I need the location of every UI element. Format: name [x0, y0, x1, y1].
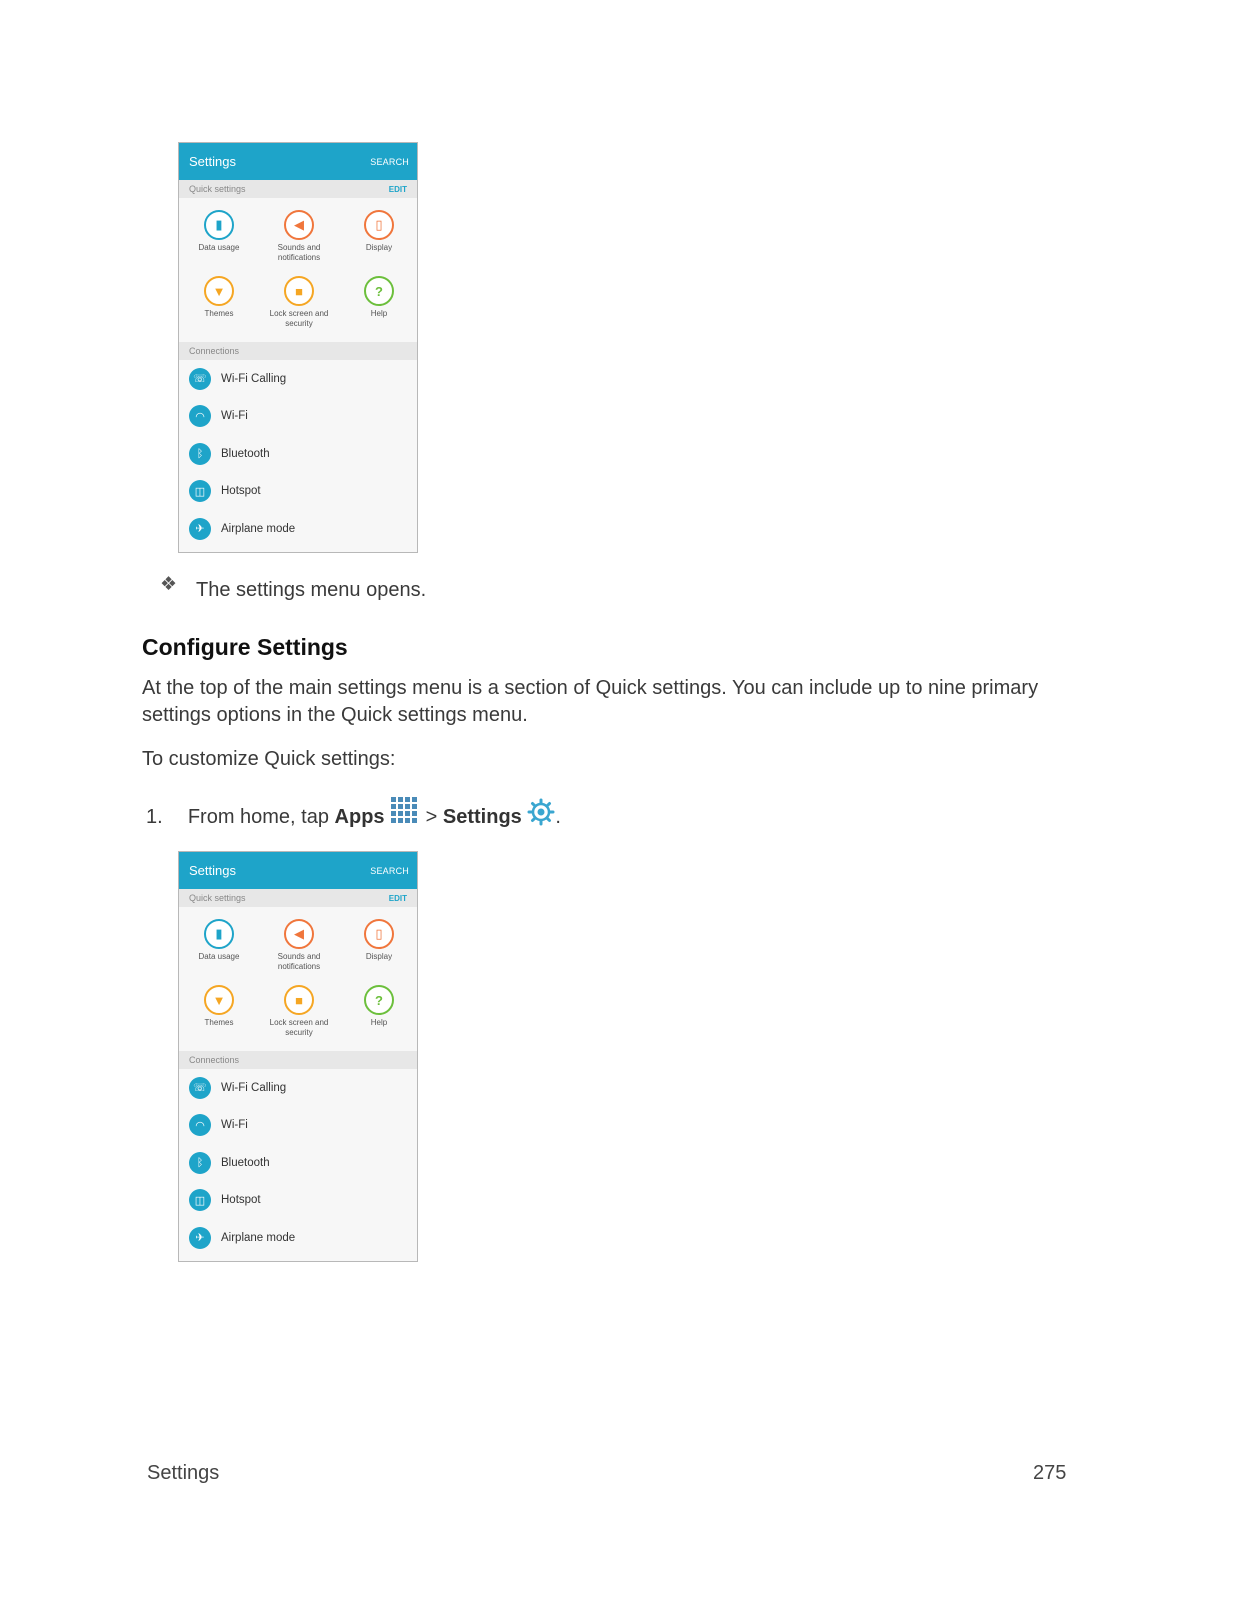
- bluetooth-icon: ᛒ: [189, 1152, 211, 1174]
- app-bar: [179, 143, 417, 180]
- connection-item-label: Hotspot: [221, 485, 261, 498]
- page-number: 275: [1033, 1462, 1067, 1484]
- help-icon: ?: [364, 985, 394, 1015]
- connection-item-hotspot[interactable]: [179, 473, 417, 511]
- connection-item-label: Bluetooth: [221, 1156, 270, 1169]
- quick-tile-label: Display: [365, 243, 393, 252]
- wifi-calling-icon: ☏: [189, 368, 211, 390]
- edit-button[interactable]: EDIT: [388, 893, 407, 903]
- themes-icon: ▼: [204, 985, 234, 1015]
- quick-tile-label: Themes: [204, 309, 234, 318]
- connections-header: [179, 1051, 417, 1069]
- app-bar: [179, 852, 417, 889]
- wifi-icon: ◠: [189, 405, 211, 427]
- quick-settings-grid: [179, 198, 417, 342]
- connection-item-wi-fi-calling[interactable]: [179, 360, 417, 398]
- speaker-icon: ◀: [284, 210, 314, 240]
- hotspot-icon: ◫: [189, 480, 211, 502]
- data-usage-icon: ▮: [204, 210, 234, 240]
- airplane-icon: ✈: [189, 518, 211, 540]
- step-text-suffix: .: [555, 806, 561, 828]
- quick-tile-help[interactable]: [339, 276, 418, 342]
- connections-label: Connections: [189, 346, 240, 356]
- quick-tile-label: Themes: [204, 1018, 234, 1027]
- quick-tile-data-usage[interactable]: [179, 919, 259, 985]
- connection-item-label: Bluetooth: [221, 447, 270, 460]
- settings-screenshot-1: [178, 142, 418, 553]
- footer-section-title: Settings: [147, 1462, 220, 1484]
- settings-gear-icon: [527, 798, 555, 834]
- connections-header: [179, 342, 417, 360]
- connection-item-label: Wi-Fi: [221, 410, 248, 423]
- speaker-icon: ◀: [284, 919, 314, 949]
- lock-icon: ■: [284, 985, 314, 1015]
- step-text-prefix: From home, tap: [187, 806, 335, 828]
- instruction-paragraph: To customize Quick settings:: [142, 748, 396, 770]
- quick-tile-label: Data usage: [198, 243, 240, 252]
- connection-item-label: Wi-Fi Calling: [221, 1081, 287, 1094]
- apps-grid-icon: [390, 796, 420, 834]
- quick-tile-label: Help: [370, 309, 388, 318]
- wifi-calling-icon: ☏: [189, 1077, 211, 1099]
- quick-tile-label: Help: [370, 1018, 388, 1027]
- connection-item-wi-fi-calling[interactable]: [179, 1069, 417, 1107]
- search-button[interactable]: SEARCH: [370, 156, 409, 167]
- quick-tile-display[interactable]: [339, 210, 418, 276]
- connection-item-label: Airplane mode: [221, 522, 296, 535]
- quick-tile-label: Sounds and notifications: [277, 952, 321, 971]
- lock-icon: ■: [284, 276, 314, 306]
- display-icon: ▯: [364, 210, 394, 240]
- quick-tile-sounds-and-notifications[interactable]: [259, 919, 339, 985]
- app-bar-title: Settings: [189, 154, 236, 169]
- quick-settings-header: [179, 889, 417, 907]
- connection-item-airplane-mode[interactable]: [179, 510, 417, 548]
- result-text: The settings menu opens.: [196, 579, 427, 601]
- quick-tile-label: Display: [365, 952, 393, 961]
- quick-settings-label: Quick settings: [189, 184, 246, 194]
- themes-icon: ▼: [204, 276, 234, 306]
- connection-item-airplane-mode[interactable]: [179, 1219, 417, 1257]
- quick-tile-label: Lock screen and security: [269, 1018, 329, 1037]
- quick-settings-header: [179, 180, 417, 198]
- quick-tile-label: Sounds and notifications: [277, 243, 321, 262]
- hotspot-icon: ◫: [189, 1189, 211, 1211]
- quick-tile-themes[interactable]: [179, 985, 259, 1051]
- quick-tile-data-usage[interactable]: [179, 210, 259, 276]
- quick-tile-lock-screen-and-security[interactable]: [259, 985, 339, 1051]
- connection-item-wi-fi[interactable]: [179, 398, 417, 436]
- quick-tile-lock-screen-and-security[interactable]: [259, 276, 339, 342]
- connection-item-label: Wi-Fi: [221, 1119, 248, 1132]
- step-separator: >: [420, 806, 443, 828]
- edit-button[interactable]: EDIT: [388, 184, 407, 194]
- quick-tile-display[interactable]: [339, 919, 418, 985]
- intro-paragraph: At the top of the main settings menu is a section of Quick settings. You can include up to nine primary settings options in the Quick settings menu.: [142, 677, 1039, 726]
- connection-item-hotspot[interactable]: [179, 1182, 417, 1220]
- display-icon: ▯: [364, 919, 394, 949]
- bluetooth-icon: ᛒ: [189, 443, 211, 465]
- help-icon: ?: [364, 276, 394, 306]
- step-1: [146, 796, 561, 834]
- connections-list: [179, 360, 417, 548]
- connection-item-wi-fi[interactable]: [179, 1107, 417, 1145]
- quick-tile-sounds-and-notifications[interactable]: [259, 210, 339, 276]
- connections-label: Connections: [189, 1055, 240, 1065]
- connection-item-bluetooth[interactable]: [179, 1144, 417, 1182]
- search-button[interactable]: SEARCH: [370, 865, 409, 876]
- connection-item-label: Hotspot: [221, 1194, 261, 1207]
- quick-tile-label: Data usage: [198, 952, 240, 961]
- settings-label: Settings: [442, 806, 522, 828]
- wifi-icon: ◠: [189, 1114, 211, 1136]
- apps-label: Apps: [334, 806, 385, 828]
- data-usage-icon: ▮: [204, 919, 234, 949]
- app-bar-title: Settings: [189, 863, 236, 878]
- connection-item-bluetooth[interactable]: [179, 435, 417, 473]
- step-number: 1.: [146, 806, 163, 828]
- result-bullet-icon: ❖: [160, 574, 178, 595]
- section-heading: Configure Settings: [142, 634, 348, 660]
- quick-settings-grid: [179, 907, 417, 1051]
- settings-screenshot-2: [178, 851, 418, 1262]
- connections-list: [179, 1069, 417, 1257]
- quick-tile-label: Lock screen and security: [269, 309, 329, 328]
- connection-item-label: Wi-Fi Calling: [221, 372, 287, 385]
- quick-tile-themes[interactable]: [179, 276, 259, 342]
- quick-settings-label: Quick settings: [189, 893, 246, 903]
- connection-item-label: Airplane mode: [221, 1231, 296, 1244]
- airplane-icon: ✈: [189, 1227, 211, 1249]
- quick-tile-help[interactable]: [339, 985, 418, 1051]
